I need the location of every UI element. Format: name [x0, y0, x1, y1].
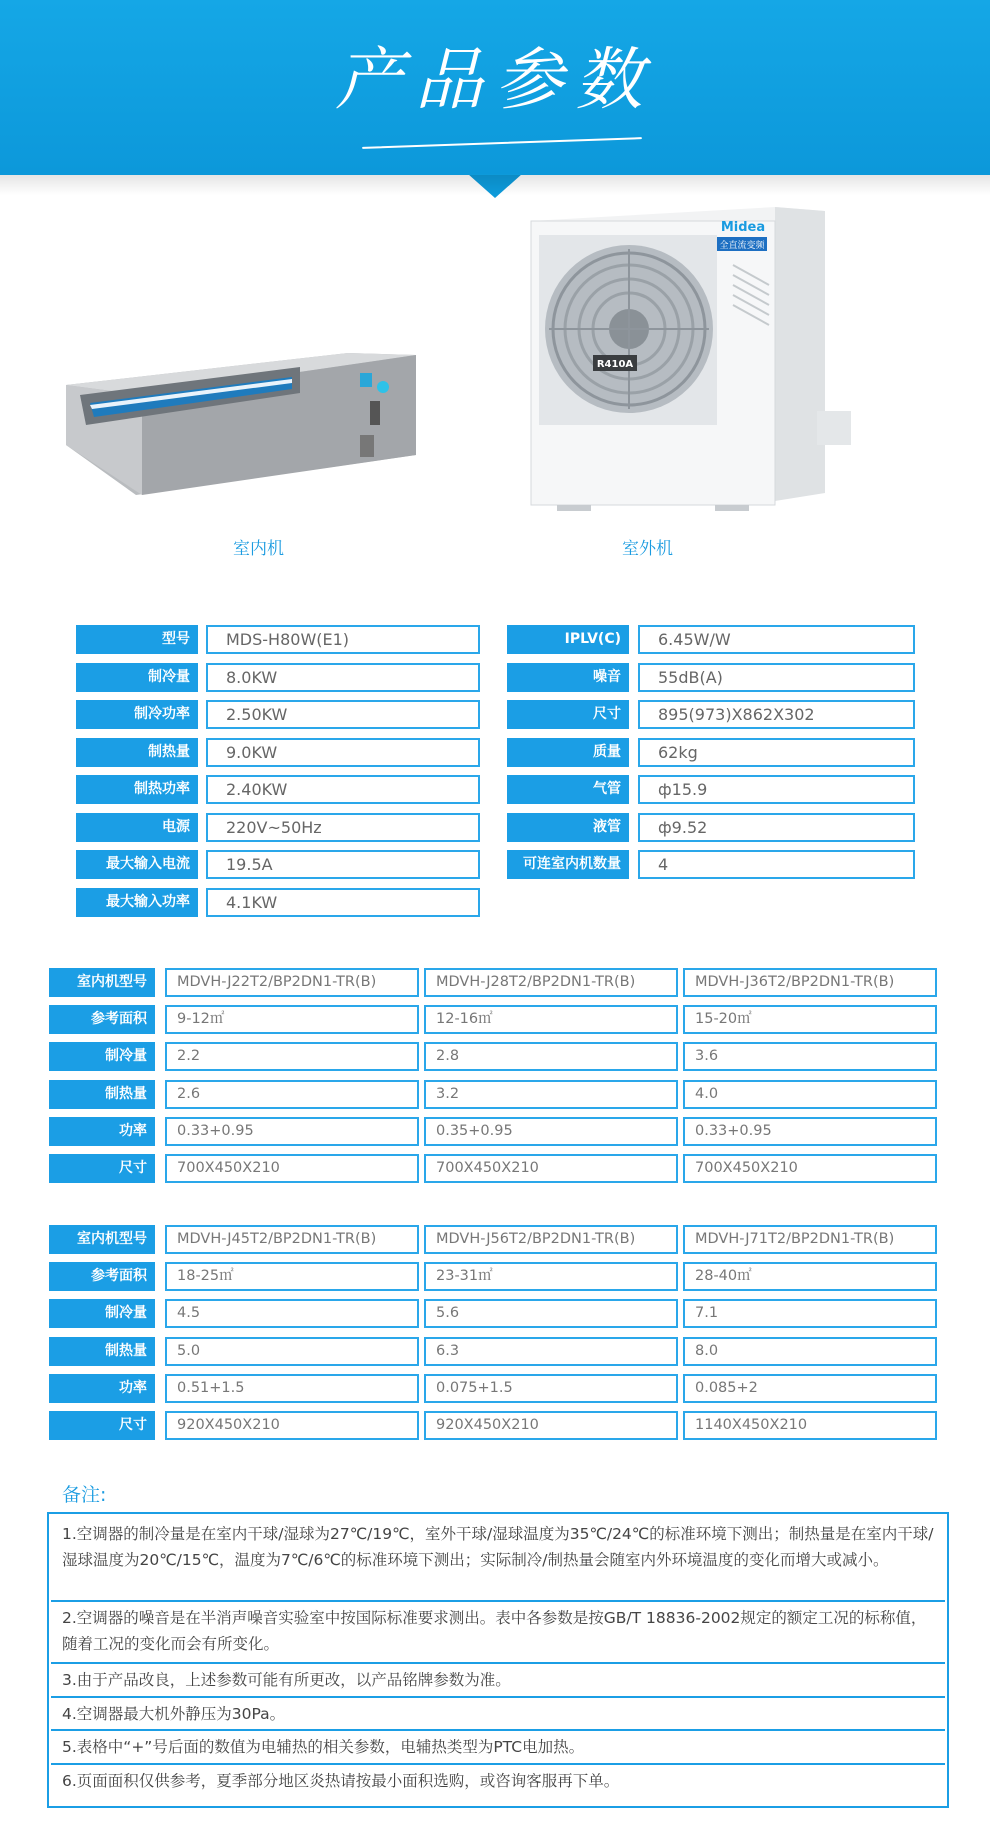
table2-cell: 6.3 [424, 1337, 678, 1366]
spec-value-liquid-pipe: ф9.52 [638, 813, 915, 842]
table2-cell: 7.1 [683, 1299, 937, 1328]
table2-label: 功率 [49, 1374, 155, 1403]
spec-value-max-indoor-units: 4 [638, 850, 915, 879]
spec-label-size: 尺寸 [507, 700, 629, 729]
spec-label-max-current: 最大输入电流 [76, 850, 198, 879]
spec-label-gas-pipe: 气管 [507, 775, 629, 804]
table1-cell: 700X450X210 [683, 1154, 937, 1183]
spec-value-noise: 55dB(A) [638, 663, 915, 692]
table2-cell: 8.0 [683, 1337, 937, 1366]
refrigerant-tag: R410A [596, 359, 634, 370]
note-item: 3.由于产品改良，上述参数可能有所更改，以产品铭牌参数为准。 [62, 1671, 511, 1689]
table1-label: 参考面积 [49, 1005, 155, 1034]
table1-cell: 2.6 [165, 1080, 419, 1109]
table2-cell: 5.0 [165, 1337, 419, 1366]
table1-cell: MDVH-J22T2/BP2DN1-TR(B) [165, 968, 419, 997]
note-item: 1.空调器的制冷量是在室内干球/湿球为27℃/19℃，室外干球/湿球温度为35℃/24℃的标准环境下测出；制热量是在室内干球/湿球温度为20℃/15℃，温度为7℃/6℃的标准环境下测出；实际制冷/制热量会随室内外环境温度的变化而增大或减小。 [62, 1525, 934, 1569]
spec-label-max-power: 最大输入功率 [76, 888, 198, 917]
spec-value-cooling-capacity: 8.0KW [206, 663, 480, 692]
spec-value-gas-pipe: ф15.9 [638, 775, 915, 804]
table2-cell: MDVH-J45T2/BP2DN1-TR(B) [165, 1225, 419, 1254]
note-divider [51, 1763, 945, 1765]
table1-label: 尺寸 [49, 1154, 155, 1183]
table1-cell: 3.2 [424, 1080, 678, 1109]
table2-label: 制热量 [49, 1337, 155, 1366]
note-divider [51, 1729, 945, 1731]
spec-value-iplv: 6.45W/W [638, 625, 915, 654]
table1-label: 室内机型号 [49, 968, 155, 997]
table1-cell: MDVH-J36T2/BP2DN1-TR(B) [683, 968, 937, 997]
table1-cell: 9-12㎡ [165, 1005, 419, 1034]
table1-cell: 0.33+0.95 [165, 1117, 419, 1146]
indoor-unit-image [60, 345, 460, 505]
table1-cell: 0.35+0.95 [424, 1117, 678, 1146]
table1-cell: 3.6 [683, 1042, 937, 1071]
spec-label-heating-capacity: 制热量 [76, 738, 198, 767]
banner-shadow [0, 175, 990, 195]
spec-label-heating-power: 制热功率 [76, 775, 198, 804]
spec-value-size: 895(973)X862X302 [638, 700, 915, 729]
table1-cell: 700X450X210 [424, 1154, 678, 1183]
table1-label: 功率 [49, 1117, 155, 1146]
spec-label-noise: 噪音 [507, 663, 629, 692]
note-item: 4.空调器最大机外静压为30Pa。 [62, 1705, 286, 1723]
spec-label-max-indoor-units: 可连室内机数量 [507, 850, 629, 879]
table2-cell: 0.51+1.5 [165, 1374, 419, 1403]
table2-label: 尺寸 [49, 1411, 155, 1440]
table1-cell: 15-20㎡ [683, 1005, 937, 1034]
table2-cell: 920X450X210 [424, 1411, 678, 1440]
note-item: 6.页面面积仅供参考，夏季部分地区炎热请按最小面积选购，或咨询客服再下单。 [62, 1772, 620, 1790]
table1-label: 制冷量 [49, 1042, 155, 1071]
table1-cell: 700X450X210 [165, 1154, 419, 1183]
product-tag: 全直流变频 [719, 241, 765, 251]
spec-value-heating-power: 2.40KW [206, 775, 480, 804]
indoor-unit-label: 室内机 [233, 539, 284, 559]
note-divider [51, 1696, 945, 1698]
table1-cell: 0.33+0.95 [683, 1117, 937, 1146]
spec-label-model: 型号 [76, 625, 198, 654]
spec-value-max-current: 19.5A [206, 850, 480, 879]
note-divider [51, 1600, 945, 1602]
spec-label-cooling-capacity: 制冷量 [76, 663, 198, 692]
spec-label-weight: 质量 [507, 738, 629, 767]
table1-label: 制热量 [49, 1080, 155, 1109]
outdoor-unit-image [525, 205, 870, 517]
spec-label-iplv: IPLV(C) [507, 625, 629, 654]
spec-value-model: MDS-H80W(E1) [206, 625, 480, 654]
spec-value-heating-capacity: 9.0KW [206, 738, 480, 767]
brand-logo: Midea [720, 220, 766, 235]
table2-cell: 0.075+1.5 [424, 1374, 678, 1403]
table1-cell: 2.8 [424, 1042, 678, 1071]
note-divider [51, 1662, 945, 1664]
table2-cell: 28-40㎡ [683, 1262, 937, 1291]
note-item: 5.表格中“+”号后面的数值为电辅热的相关参数，电辅热类型为PTC电加热。 [62, 1738, 585, 1756]
table2-label: 制冷量 [49, 1299, 155, 1328]
notes-title: 备注: [62, 1484, 107, 1506]
spec-value-weight: 62kg [638, 738, 915, 767]
page-title: 产品参数 [334, 41, 655, 120]
table2-label: 室内机型号 [49, 1225, 155, 1254]
table1-cell: MDVH-J28T2/BP2DN1-TR(B) [424, 968, 678, 997]
spec-label-liquid-pipe: 液管 [507, 813, 629, 842]
table2-cell: 920X450X210 [165, 1411, 419, 1440]
spec-label-cooling-power: 制冷功率 [76, 700, 198, 729]
table2-cell: 1140X450X210 [683, 1411, 937, 1440]
spec-value-max-power: 4.1KW [206, 888, 480, 917]
spec-value-power-supply: 220V~50Hz [206, 813, 480, 842]
table2-cell: 18-25㎡ [165, 1262, 419, 1291]
spec-value-cooling-power: 2.50KW [206, 700, 480, 729]
table1-cell: 4.0 [683, 1080, 937, 1109]
table1-cell: 2.2 [165, 1042, 419, 1071]
table1-cell: 12-16㎡ [424, 1005, 678, 1034]
table2-cell: MDVH-J56T2/BP2DN1-TR(B) [424, 1225, 678, 1254]
table2-cell: 4.5 [165, 1299, 419, 1328]
table2-cell: 0.085+2 [683, 1374, 937, 1403]
table2-label: 参考面积 [49, 1262, 155, 1291]
table2-cell: MDVH-J71T2/BP2DN1-TR(B) [683, 1225, 937, 1254]
spec-label-power-supply: 电源 [76, 813, 198, 842]
outdoor-unit-label: 室外机 [622, 539, 673, 559]
table2-cell: 23-31㎡ [424, 1262, 678, 1291]
table2-cell: 5.6 [424, 1299, 678, 1328]
note-item: 2.空调器的噪音是在半消声噪音实验室中按国际标准要求测出。表中各参数是按GB/T 18836-2002规定的额定工况的标称值，随着工况的变化而会有所变化。 [62, 1609, 927, 1653]
